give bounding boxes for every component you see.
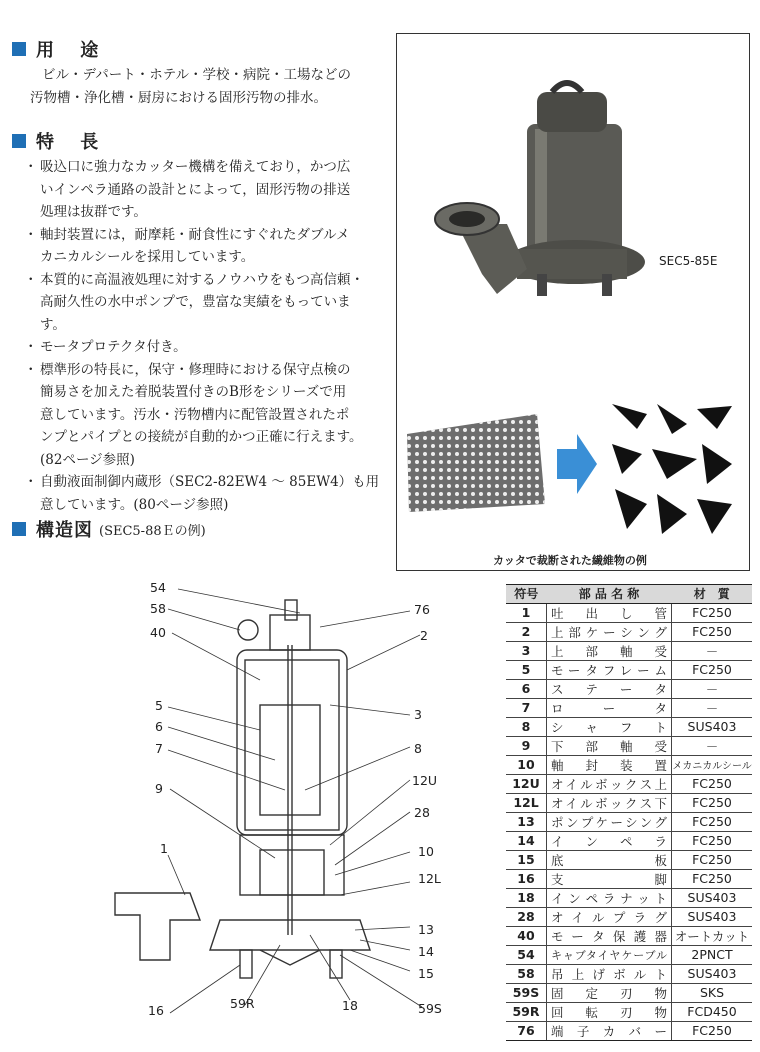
feature-line: す。 [40,316,66,333]
table-cell-mat: FC250 [672,603,753,622]
table-cell-no: 12L [506,793,547,812]
feature-line: ・ モータプロテクタ付き。 [40,339,187,355]
table-cell-no: 7 [506,698,547,717]
table-cell-no: 16 [506,869,547,888]
structure-heading-text: 構造図 [36,520,93,541]
table-cell-name: 回転刃物 [547,1002,672,1021]
usage-text [30,64,370,110]
table-row [506,679,752,698]
cut-caption: カッタで裁断された繊維物の例 [493,554,647,567]
table-row [506,736,752,755]
feature-item [26,269,386,337]
callout-13: 13 [418,922,434,937]
table-cell-name: 支脚 [547,869,672,888]
table-cell-no: 5 [506,660,547,679]
table-cell-name: 端子カバー [547,1021,672,1040]
table-cell-mat: オートカット [672,926,753,945]
fabric-after-image [607,399,735,541]
usage-heading [12,36,108,62]
header-no: 符号 [506,585,547,604]
table-cell-mat: FC250 [672,774,753,793]
arrow-icon [557,434,597,494]
heading-square-icon [12,522,26,536]
photo-panel [396,33,750,571]
table-cell-no: 28 [506,907,547,926]
table-cell-mat: SUS403 [672,717,753,736]
table-row [506,926,752,945]
features-list [26,156,386,516]
callout-54: 54 [150,580,166,595]
table-cell-mat: SUS403 [672,964,753,983]
table-cell-mat: FCD450 [672,1002,753,1021]
feature-line: 簡易さを加えた着脱装置付きのB形をシリーズで用 [40,384,347,400]
table-row [506,717,752,736]
callout-18: 18 [342,998,358,1013]
table-cell-mat: メカニカルシール [672,755,753,774]
table-cell-name: 固定刃物 [547,983,672,1002]
feature-item [26,224,386,269]
structure-heading [12,516,206,542]
feature-line: 高耐久性の水中ポンプで，豊富な実績をもっていま [40,294,351,310]
table-cell-name: 吊上げボルト [547,964,672,983]
callout-5: 5 [155,698,163,713]
table-cell-no: 10 [506,755,547,774]
table-cell-name: オイルボックス下 [547,793,672,812]
callout-15: 15 [418,966,434,981]
structure-subtitle: (SEC5-88Ｅの例) [99,523,206,539]
usage-line: ビル・デパート・ホテル・学校・病院・工場などの [42,67,352,83]
table-row [506,983,752,1002]
table-cell-mat: SUS403 [672,907,753,926]
parts-table [506,584,752,1041]
table-cell-mat: － [672,736,753,755]
pump-cross-section [115,600,370,978]
table-cell-no: 58 [506,964,547,983]
table-cell-no: 76 [506,1021,547,1040]
header-material: 材 質 [672,585,753,604]
table-row [506,774,752,793]
table-cell-name: ロータ [547,698,672,717]
callout-3: 3 [414,707,422,722]
table-cell-mat: FC250 [672,622,753,641]
table-row [506,869,752,888]
table-row [506,1021,752,1040]
table-row [506,1002,752,1021]
table-row [506,964,752,983]
callout-6: 6 [155,719,163,734]
feature-line: いインペラ通路の設計とによって，固形汚物の排送 [40,181,351,198]
table-cell-no: 1 [506,603,547,622]
table-cell-no: 12U [506,774,547,793]
features-heading [12,128,108,154]
table-cell-mat: － [672,641,753,660]
table-cell-no: 40 [506,926,547,945]
table-cell-name: オイルプラグ [547,907,672,926]
table-row [506,850,752,869]
table-cell-mat: － [672,698,753,717]
callout-59S: 59S [418,1001,442,1016]
parts-table-body [506,603,752,1040]
feature-item [26,156,386,224]
callout-40: 40 [150,625,166,640]
usage-line: 汚物槽・浄化槽・厨房における固形汚物の排水。 [30,90,327,106]
table-cell-name: インペラナット [547,888,672,907]
model-label: SEC5-85E [659,254,718,268]
callout-16: 16 [148,1003,164,1018]
table-cell-mat: SKS [672,983,753,1002]
table-cell-name: 上部ケーシング [547,622,672,641]
table-cell-no: 2 [506,622,547,641]
pump-photo [397,34,749,570]
table-cell-mat: 2PNCT [672,945,753,964]
callout-59R: 59R [230,996,255,1011]
table-row [506,793,752,812]
callout-12U: 12U [412,773,438,788]
table-cell-no: 9 [506,736,547,755]
feature-line: 処理は抜群です。 [40,204,147,220]
callout-76: 76 [414,602,430,617]
table-cell-no: 54 [506,945,547,964]
features-heading-text: 特 長 [36,132,109,153]
feature-line: ・ 吸込口に強力なカッター機構を備えており，かつ広 [40,159,351,175]
feature-line: カニカルシールを採用しています。 [40,249,255,265]
table-cell-name: 軸封装置 [547,755,672,774]
heading-square-icon [12,134,26,148]
parts-table-header [506,585,752,604]
table-cell-mat: FC250 [672,850,753,869]
callout-14: 14 [418,944,434,959]
table-cell-no: 13 [506,812,547,831]
heading-square-icon [12,42,26,56]
feature-line: ・ 標準形の特長に，保守・修理時における保守点検の [40,361,351,378]
feature-item [26,359,386,472]
table-cell-name: シャフト [547,717,672,736]
callout-2: 2 [420,628,428,643]
table-row [506,945,752,964]
feature-line: ・ 軸封装置には，耐摩耗・耐食性にすぐれたダブルメ [40,226,350,243]
table-cell-no: 59R [506,1002,547,1021]
callout-7: 7 [155,741,163,756]
table-cell-name: インペラ [547,831,672,850]
feature-line: 意しています。汚水・汚物槽内に配管設置されたポ [40,406,350,423]
table-cell-mat: FC250 [672,660,753,679]
callout-9: 9 [155,781,163,796]
table-cell-name: 下部軸受 [547,736,672,755]
table-cell-mat: FC250 [672,1021,753,1040]
table-row [506,831,752,850]
feature-item [26,471,386,516]
table-cell-name: ポンプケーシング [547,812,672,831]
fabric-before-image [407,414,545,512]
table-cell-no: 59S [506,983,547,1002]
table-cell-no: 8 [506,717,547,736]
table-cell-mat: － [672,679,753,698]
table-cell-mat: FC250 [672,793,753,812]
table-cell-mat: SUS403 [672,888,753,907]
table-row [506,603,752,622]
table-cell-name: モータ保護器 [547,926,672,945]
table-cell-name: ステータ [547,679,672,698]
feature-line: ンプとパイプとの接続が自動的かつ正確に行えます。 [40,429,363,445]
table-cell-name: 吐出し管 [547,603,672,622]
table-row [506,907,752,926]
callout-12L: 12L [418,871,441,886]
table-cell-mat: FC250 [672,869,753,888]
header-name: 部 品 名 称 [547,585,672,604]
callout-8: 8 [414,741,422,756]
table-cell-mat: FC250 [672,812,753,831]
callout-10: 10 [418,844,434,859]
callout-58: 58 [150,601,166,616]
table-cell-mat: FC250 [672,831,753,850]
table-row [506,755,752,774]
table-cell-no: 3 [506,641,547,660]
table-row [506,641,752,660]
usage-heading-text: 用 途 [36,40,109,61]
feature-line: ・ 本質的に高温液処理に対するノウハウをもつ高信頼・ [40,271,364,288]
table-row [506,622,752,641]
feature-line: ・ 自動液面制御内蔵形（SEC2-82EW4 ～ 85EW4）も用 [40,474,380,490]
table-row [506,812,752,831]
table-cell-name: オイルボックス上 [547,774,672,793]
table-cell-no: 6 [506,679,547,698]
callout-1: 1 [160,841,168,856]
pump-illustration [435,83,645,296]
table-cell-name: モータフレーム [547,660,672,679]
table-cell-no: 15 [506,850,547,869]
callout-28: 28 [414,805,430,820]
feature-line: 意しています。(80ページ参照) [40,496,229,513]
feature-line: (82ページ参照) [40,451,135,468]
table-row [506,888,752,907]
table-cell-no: 14 [506,831,547,850]
table-row [506,660,752,679]
table-cell-name: 上部軸受 [547,641,672,660]
table-row [506,698,752,717]
table-cell-no: 18 [506,888,547,907]
table-cell-name: キャブタイヤケーブル [547,945,672,964]
table-cell-name: 底板 [547,850,672,869]
feature-item [26,336,386,359]
